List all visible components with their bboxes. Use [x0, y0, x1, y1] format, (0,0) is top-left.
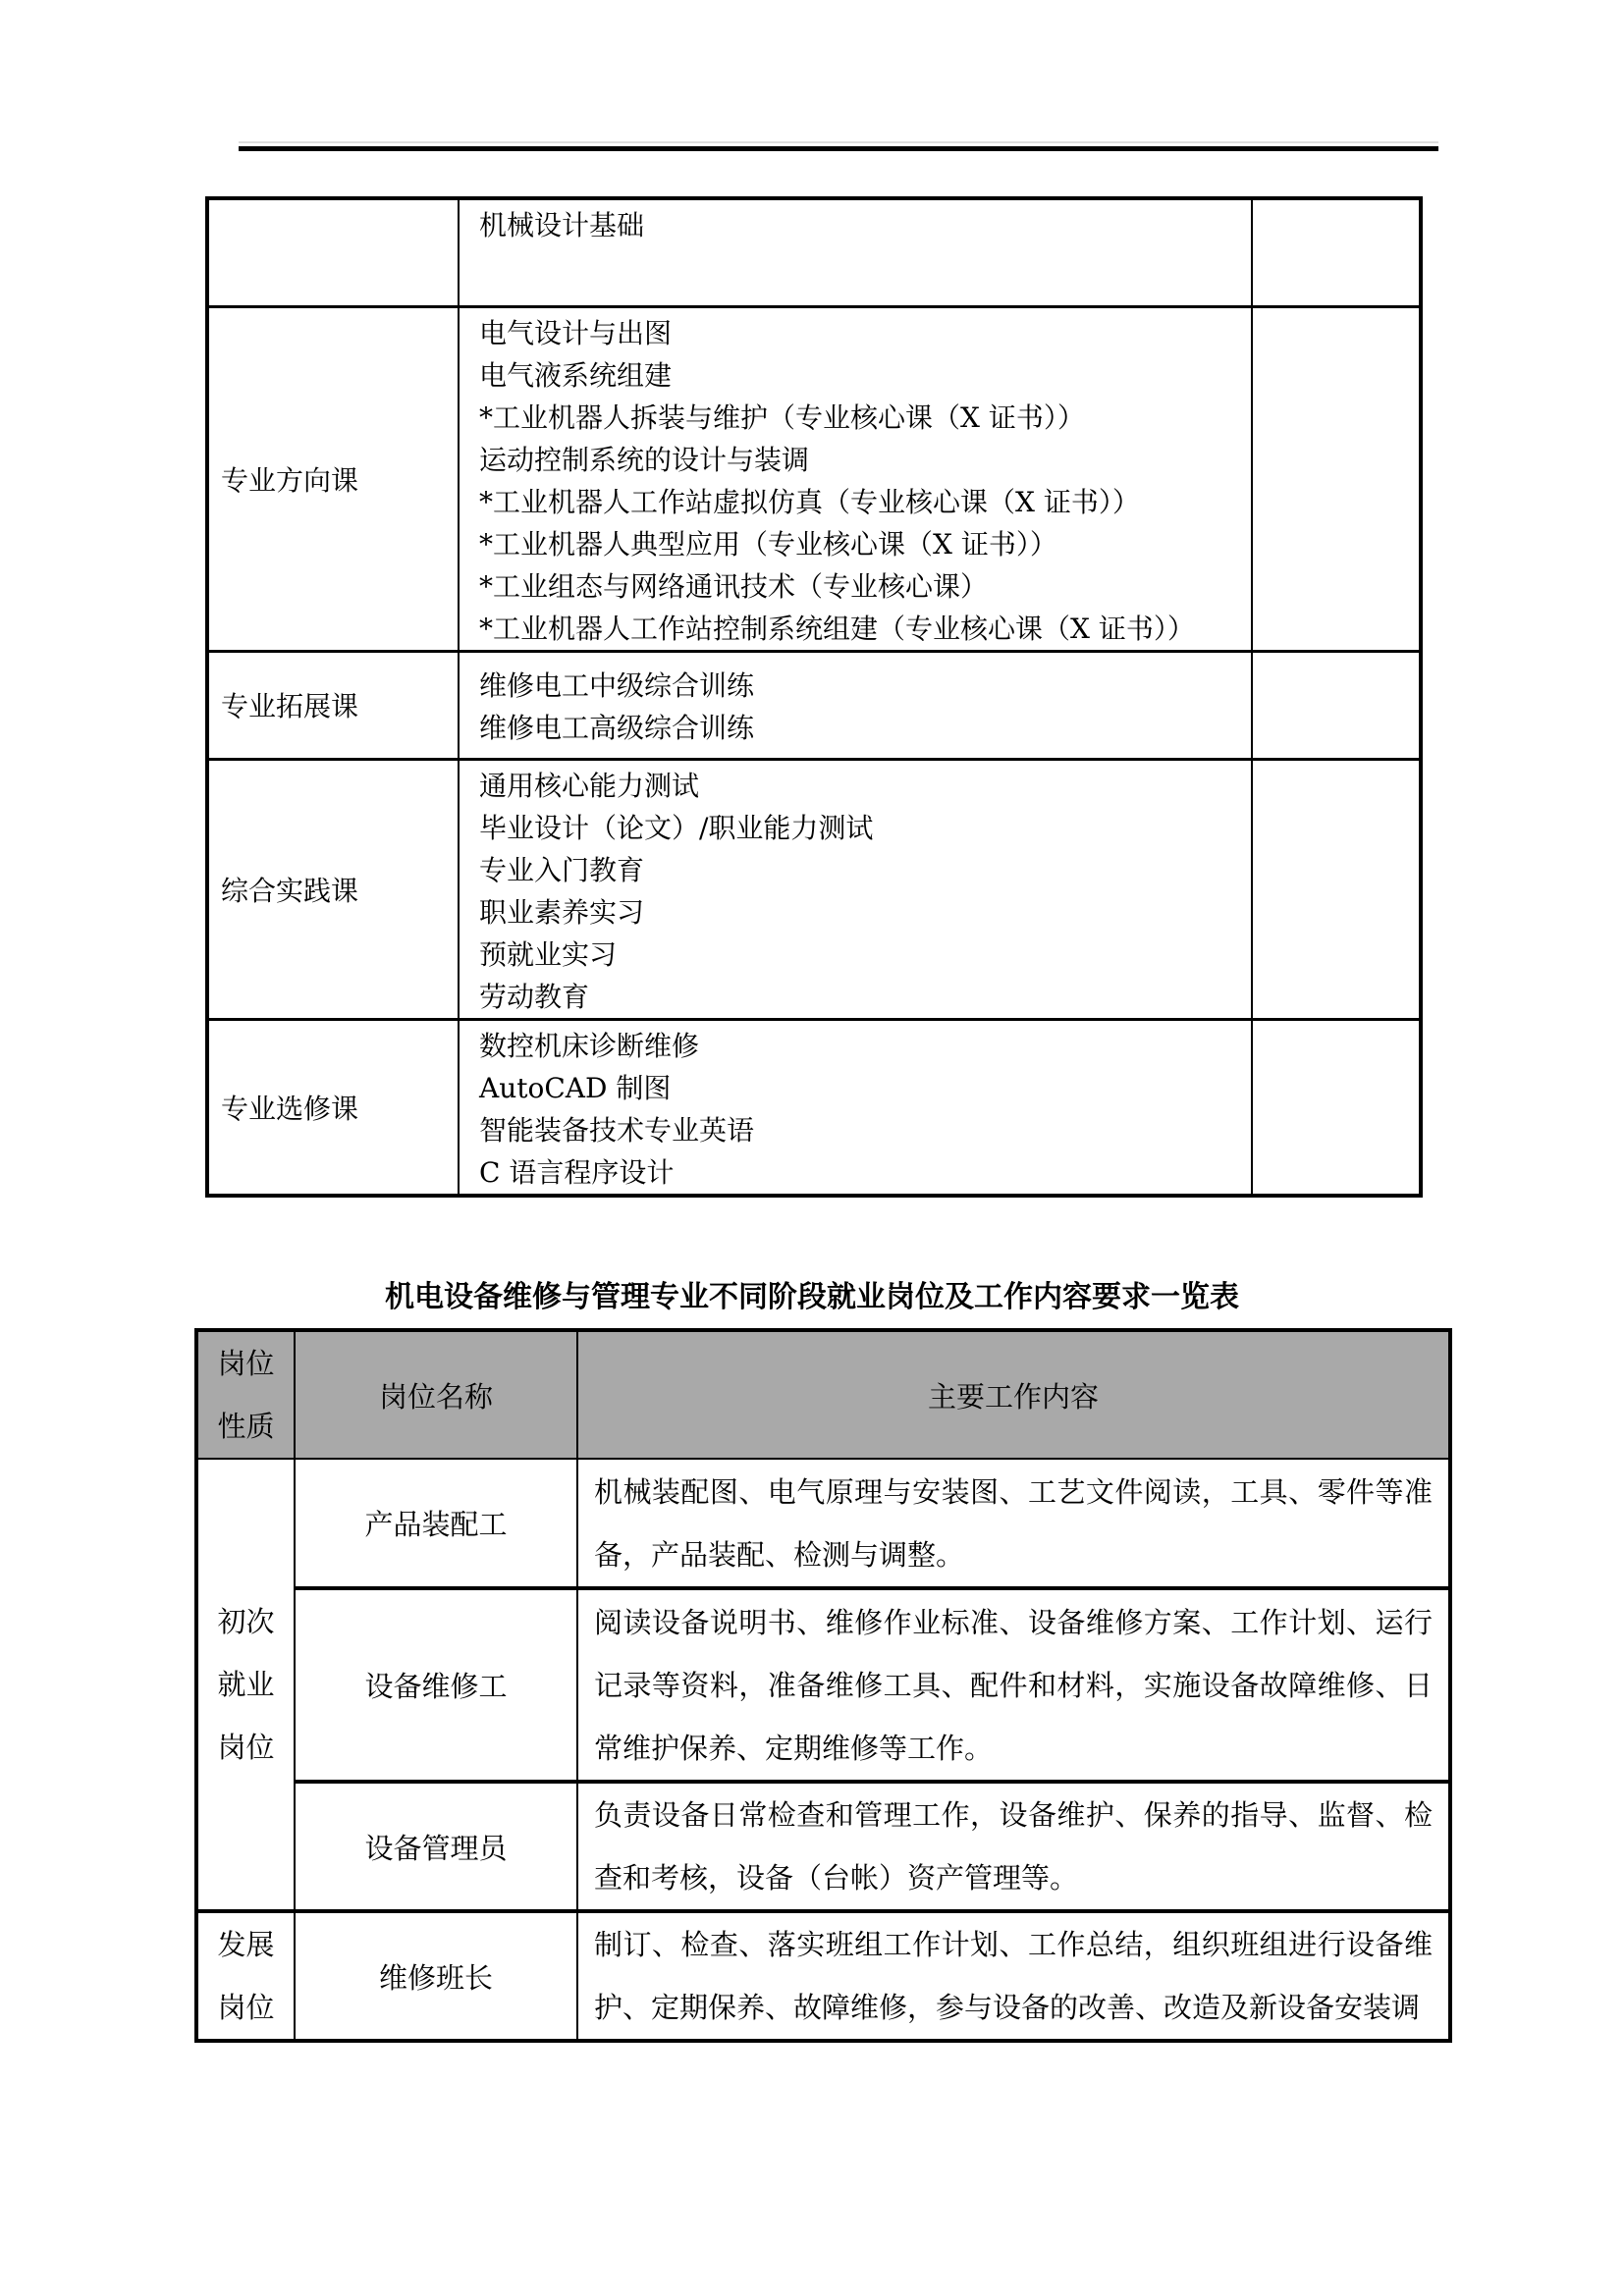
course-line: *工业机器人工作站控制系统组建（专业核心课（X 证书）） [479, 612, 1195, 645]
course-line: *工业机器人工作站虚拟仿真（专业核心课（X 证书）） [479, 485, 1140, 518]
jobs-table-header-row [196, 1330, 1450, 1459]
job-position-cell: 设备管理员 [295, 1782, 577, 1911]
table-row [207, 198, 1421, 306]
course-line: 电气液系统组建 [479, 358, 673, 392]
job-content-line: 记录等资料，准备维修工具、配件和材料，实施设备故障维修、日 [594, 1668, 1433, 1702]
nature-line: 岗位 [217, 1731, 275, 1764]
job-nature-cell [196, 1459, 295, 1911]
job-position-cell: 产品装配工 [295, 1459, 577, 1588]
course-line: *工业组态与网络通讯技术（专业核心课） [479, 569, 989, 603]
course-line: 维修电工中级综合训练 [479, 668, 755, 702]
nature-line: 初次 [217, 1605, 275, 1638]
job-nature-cell [196, 1911, 295, 2041]
course-category-cell: 专业拓展课 [207, 651, 459, 759]
job-nature-header-cell [196, 1330, 295, 1459]
job-content-line: 制订、检查、落实班组工作计划、工作总结，组织班组进行设备维 [594, 1928, 1433, 1961]
table-row [207, 759, 1421, 1019]
table-row [207, 306, 1421, 651]
course-line: 电气设计与出图 [479, 316, 673, 349]
empty-cell [1252, 198, 1421, 306]
job-content-cell [577, 1459, 1450, 1588]
job-content-line: 备，产品装配、检测与调整。 [594, 1537, 965, 1572]
empty-cell [1252, 1019, 1421, 1196]
page-header-rule-thin [239, 141, 1438, 143]
nature-line: 岗位 [217, 1991, 275, 2024]
course-list-cell [459, 759, 1252, 1019]
job-content-line: 查和考核，设备（台帐）资产管理等。 [594, 1861, 1079, 1895]
course-list-cell [459, 198, 1252, 306]
nature-line: 就业 [217, 1668, 275, 1701]
header-line: 岗位 [217, 1347, 275, 1380]
course-list-cell [459, 1019, 1252, 1196]
job-content-cell [577, 1911, 1450, 2041]
table-row [196, 1782, 1450, 1911]
empty-cell [1252, 306, 1421, 651]
job-content-cell [577, 1782, 1450, 1911]
jobs-table [194, 1328, 1452, 2043]
course-category-cell: 专业选修课 [207, 1019, 459, 1196]
table-row [196, 1459, 1450, 1588]
job-position-cell: 设备维修工 [295, 1588, 577, 1782]
nature-line: 发展 [217, 1928, 275, 1961]
course-line: 毕业设计（论文）/职业能力测试 [479, 811, 874, 844]
course-line: C 语言程序设计 [479, 1155, 675, 1189]
empty-cell [1252, 651, 1421, 759]
course-line: 预就业实习 [479, 937, 618, 971]
empty-cell [1252, 759, 1421, 1019]
table-row [207, 651, 1421, 759]
course-category-cell: 专业方向课 [207, 306, 459, 651]
course-line: 运动控制系统的设计与装调 [479, 443, 810, 476]
table-row [196, 1588, 1450, 1782]
course-line: 维修电工高级综合训练 [479, 711, 755, 744]
header-line: 性质 [217, 1410, 275, 1443]
job-content-line: 机械装配图、电气原理与安装图、工艺文件阅读，工具、零件等准 [594, 1474, 1433, 1509]
job-content-header-cell: 主要工作内容 [577, 1330, 1450, 1459]
job-content-cell [577, 1588, 1450, 1782]
curriculum-table [205, 196, 1423, 1198]
job-content-line: 负责设备日常检查和管理工作，设备维护、保养的指导、监督、检 [594, 1798, 1433, 1832]
course-line: *工业机器人典型应用（专业核心课（X 证书）） [479, 527, 1057, 561]
job-name-header-cell: 岗位名称 [295, 1330, 577, 1459]
course-line: 机械设计基础 [479, 209, 645, 241]
course-category-cell: 综合实践课 [207, 759, 459, 1019]
course-line: 职业素养实习 [479, 895, 645, 929]
job-content-line: 护、定期保养、故障维修，参与设备的改善、改造及新设备安装调 [594, 1991, 1421, 2024]
course-line: *工业机器人拆装与维护（专业核心课（X 证书）） [479, 400, 1085, 434]
course-line: 数控机床诊断维修 [479, 1029, 700, 1062]
course-line: 劳动教育 [479, 980, 590, 1013]
course-category-cell [207, 198, 459, 306]
job-content-line: 常维护保养、定期维修等工作。 [594, 1731, 994, 1765]
job-content-line: 阅读设备说明书、维修作业标准、设备维修方案、工作计划、运行 [594, 1605, 1433, 1639]
course-line: 智能装备技术专业英语 [479, 1113, 755, 1147]
course-list-cell [459, 306, 1252, 651]
page-header-rule-thick [239, 146, 1438, 151]
course-list-cell [459, 651, 1252, 759]
course-line: 专业入门教育 [479, 853, 645, 886]
table-row [207, 1019, 1421, 1196]
table-row [196, 1911, 1450, 2041]
course-line: AutoCAD 制图 [479, 1071, 672, 1104]
job-position-cell: 维修班长 [295, 1911, 577, 2041]
jobs-table-title: 机电设备维修与管理专业不同阶段就业岗位及工作内容要求一览表 [385, 1280, 1239, 1314]
course-line: 通用核心能力测试 [479, 769, 700, 802]
